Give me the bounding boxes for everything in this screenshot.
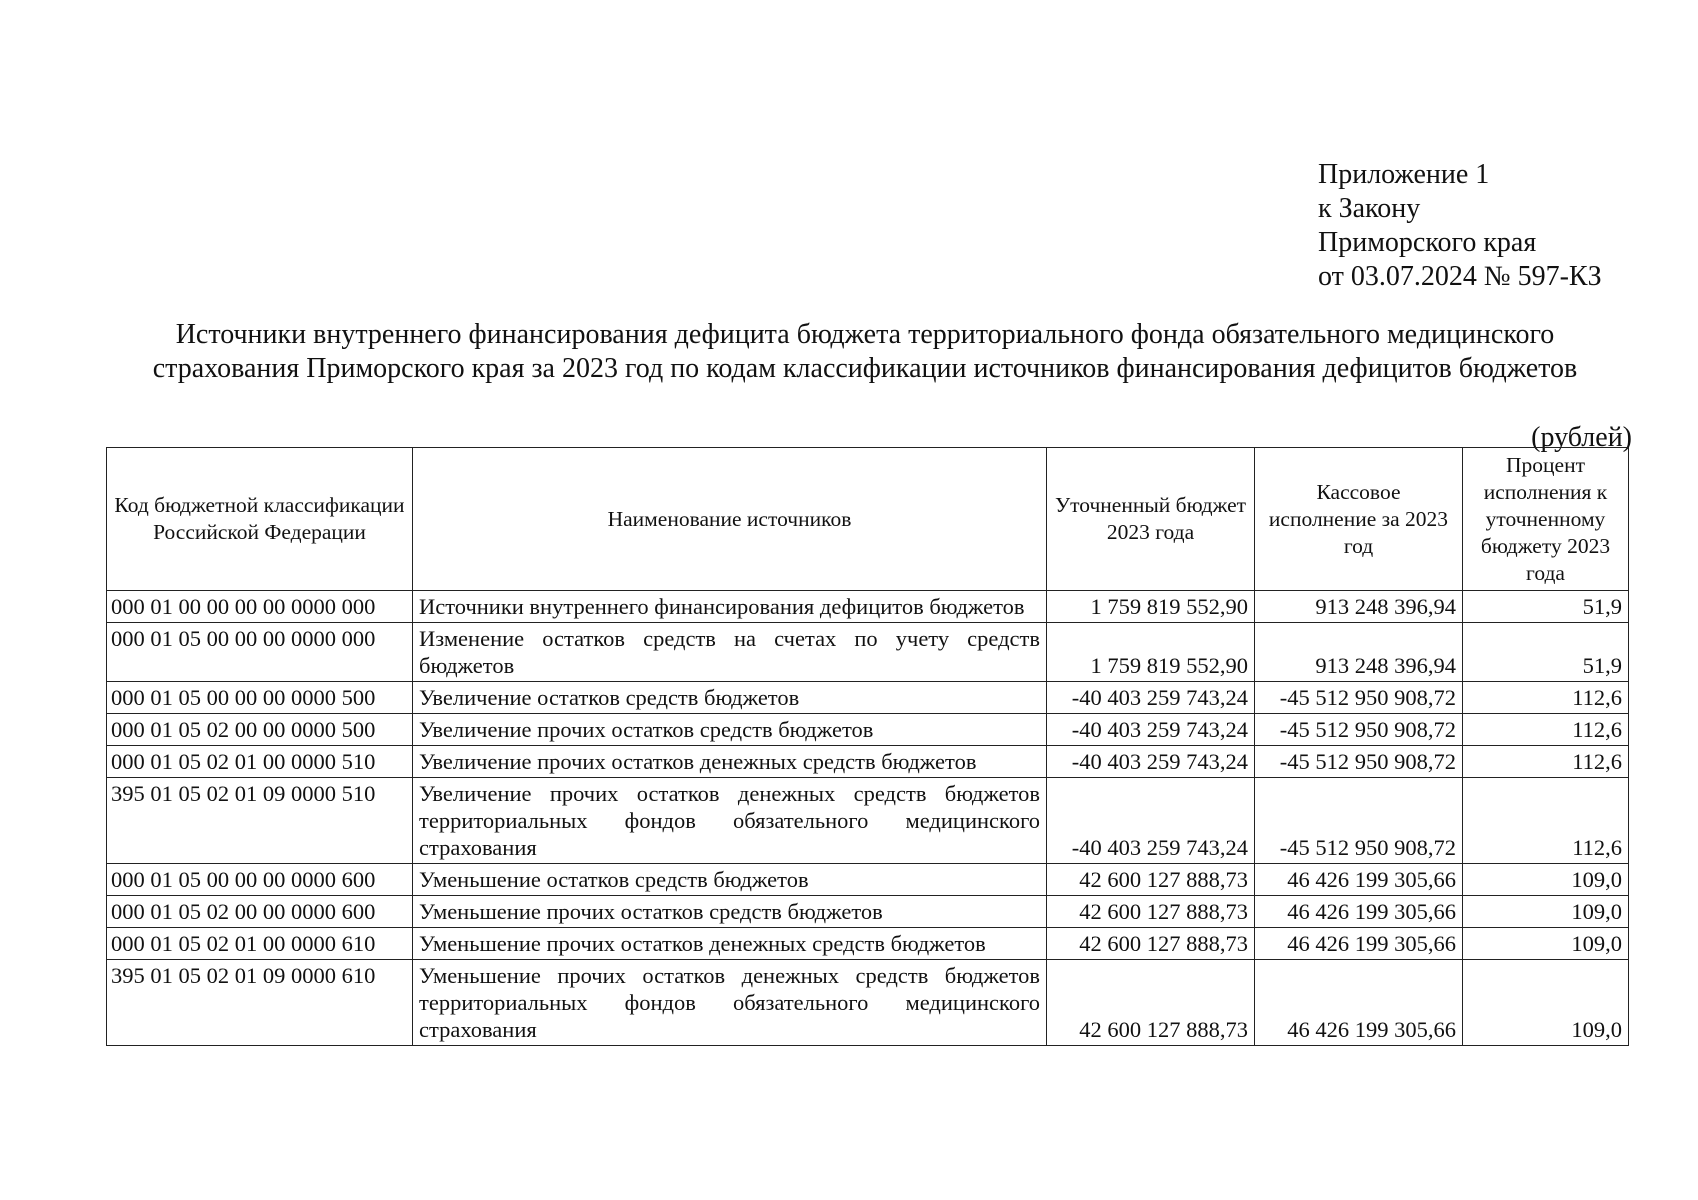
row-budget: 42 600 127 888,73 — [1047, 960, 1255, 1046]
table-row — [107, 591, 1629, 623]
row-execution: -45 512 950 908,72 — [1255, 682, 1463, 714]
row-percent: 109,0 — [1463, 896, 1629, 928]
appendix-line-3: Приморского края — [1318, 227, 1537, 258]
appendix-line-2: к Закону — [1318, 193, 1421, 224]
table-row — [107, 623, 1629, 682]
row-code: 000 01 00 00 00 00 0000 000 — [107, 591, 413, 623]
header-name: Наименование источников — [413, 448, 1047, 591]
row-code: 000 01 05 02 00 00 0000 500 — [107, 714, 413, 746]
appendix-line-1: Приложение 1 — [1318, 159, 1490, 190]
header-percent: Процент исполнения к уточненному бюджету 2023 года — [1463, 448, 1629, 591]
table-row — [107, 896, 1629, 928]
row-execution: 913 248 396,94 — [1255, 623, 1463, 682]
appendix-line-4: от 03.07.2024 № 597-КЗ — [1318, 261, 1602, 292]
table-row — [107, 928, 1629, 960]
row-percent: 109,0 — [1463, 864, 1629, 896]
row-name: Уменьшение прочих остатков денежных средств бюджетов территориальных фондов обязательного медицинского страхования — [413, 960, 1047, 1046]
table-container — [106, 447, 1628, 1046]
row-code: 000 01 05 02 01 00 0000 610 — [107, 928, 413, 960]
row-name: Увеличение прочих остатков денежных средств бюджетов — [413, 746, 1047, 778]
row-execution: 46 426 199 305,66 — [1255, 896, 1463, 928]
row-budget: 42 600 127 888,73 — [1047, 928, 1255, 960]
row-budget: 42 600 127 888,73 — [1047, 896, 1255, 928]
table-row — [107, 682, 1629, 714]
table-row — [107, 714, 1629, 746]
row-execution: 913 248 396,94 — [1255, 591, 1463, 623]
row-name: Источники внутреннего финансирования дефицитов бюджетов — [413, 591, 1047, 623]
row-name: Увеличение прочих остатков средств бюджетов — [413, 714, 1047, 746]
row-budget: -40 403 259 743,24 — [1047, 746, 1255, 778]
row-percent: 112,6 — [1463, 746, 1629, 778]
row-name: Увеличение прочих остатков денежных средств бюджетов территориальных фондов обязательного медицинского страхования — [413, 778, 1047, 864]
financing-sources-table — [106, 447, 1629, 1046]
row-execution: 46 426 199 305,66 — [1255, 864, 1463, 896]
document-title: Источники внутреннего финансирования дефицита бюджета территориального фонда обязательного медицинского страхования Приморского края за 2023 год по кодам классификации источников финансирования дефицитов бюджетов — [152, 319, 1578, 384]
row-budget: -40 403 259 743,24 — [1047, 682, 1255, 714]
units-label: (рублей) — [1531, 422, 1632, 453]
row-code: 000 01 05 00 00 00 0000 500 — [107, 682, 413, 714]
row-percent: 109,0 — [1463, 960, 1629, 1046]
row-execution: -45 512 950 908,72 — [1255, 778, 1463, 864]
row-execution: 46 426 199 305,66 — [1255, 960, 1463, 1046]
row-budget: 1 759 819 552,90 — [1047, 623, 1255, 682]
row-execution: 46 426 199 305,66 — [1255, 928, 1463, 960]
appendix-note — [1318, 158, 1602, 294]
row-code: 000 01 05 00 00 00 0000 000 — [107, 623, 413, 682]
row-code: 395 01 05 02 01 09 0000 610 — [107, 960, 413, 1046]
row-code: 000 01 05 02 01 00 0000 510 — [107, 746, 413, 778]
row-name: Уменьшение прочих остатков средств бюджетов — [413, 896, 1047, 928]
table-header-row — [107, 448, 1629, 591]
table-row — [107, 746, 1629, 778]
table-row — [107, 864, 1629, 896]
table-row — [107, 778, 1629, 864]
row-name: Уменьшение прочих остатков денежных средств бюджетов — [413, 928, 1047, 960]
row-percent: 51,9 — [1463, 623, 1629, 682]
row-percent: 109,0 — [1463, 928, 1629, 960]
row-execution: -45 512 950 908,72 — [1255, 746, 1463, 778]
row-name: Увеличение остатков средств бюджетов — [413, 682, 1047, 714]
row-budget: -40 403 259 743,24 — [1047, 714, 1255, 746]
row-percent: 112,6 — [1463, 682, 1629, 714]
row-name: Уменьшение остатков средств бюджетов — [413, 864, 1047, 896]
row-name: Изменение остатков средств на счетах по учету средств бюджетов — [413, 623, 1047, 682]
row-budget: -40 403 259 743,24 — [1047, 778, 1255, 864]
header-budget: Уточненный бюджет 2023 года — [1047, 448, 1255, 591]
header-code: Код бюджетной классификации Российской Федерации — [107, 448, 413, 591]
table-row — [107, 960, 1629, 1046]
row-code: 000 01 05 02 00 00 0000 600 — [107, 896, 413, 928]
header-execution: Кассовое исполнение за 2023 год — [1255, 448, 1463, 591]
row-code: 395 01 05 02 01 09 0000 510 — [107, 778, 413, 864]
row-percent: 51,9 — [1463, 591, 1629, 623]
row-code: 000 01 05 00 00 00 0000 600 — [107, 864, 413, 896]
row-percent: 112,6 — [1463, 714, 1629, 746]
row-budget: 42 600 127 888,73 — [1047, 864, 1255, 896]
row-percent: 112,6 — [1463, 778, 1629, 864]
row-budget: 1 759 819 552,90 — [1047, 591, 1255, 623]
row-execution: -45 512 950 908,72 — [1255, 714, 1463, 746]
